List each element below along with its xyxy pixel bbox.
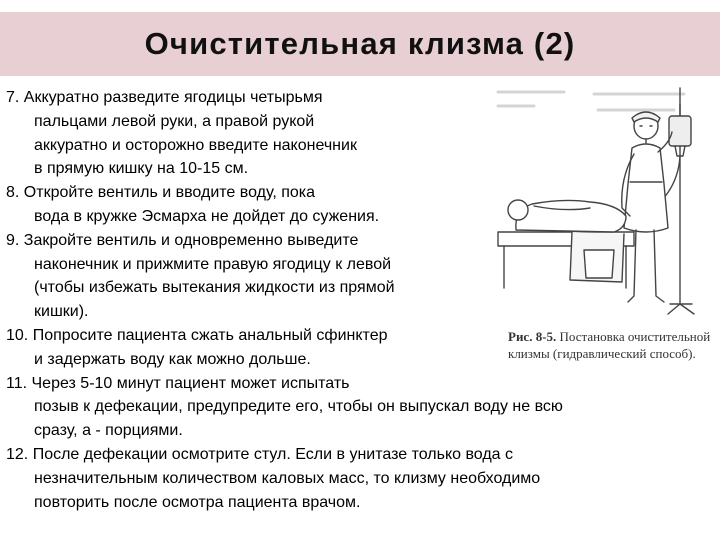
step-line: 9. Закройте вентиль и одновременно выведите xyxy=(6,231,359,249)
title-banner xyxy=(0,12,720,76)
figure-caption xyxy=(508,328,720,362)
step-line: сразу, а - порциями. xyxy=(34,422,183,440)
step-line: 7. Аккуратно разведите ягодицы четырьмя xyxy=(6,89,323,106)
step-line: наконечник и прижмите правую ягодицу к левой xyxy=(34,255,392,273)
figure-caption-text: Постановка очистительной клизмы (гидравлический способ). xyxy=(508,329,711,361)
nurse-patient-illustration xyxy=(494,82,720,322)
step-line: в прямую кишку на 10-15 см. xyxy=(34,160,249,178)
step-line: (чтобы избежать вытекания жидкости из прямой xyxy=(34,279,395,297)
step-line: незначительным количеством каловых масс, то клизму необходимо xyxy=(34,469,541,487)
step-line: повторить после осмотра пациента врачом. xyxy=(34,493,361,511)
page-title: Очистительная клизма (2) xyxy=(144,26,576,61)
step-line: 11. Через 5-10 минут пациент может испытать xyxy=(6,374,350,392)
step-line: 8. Откройте вентиль и вводите воду, пока xyxy=(6,184,316,202)
step-line: пальцами левой руки, а правой рукой xyxy=(34,112,315,130)
step-line: 10. Попросите пациента сжать анальный сфинктер xyxy=(6,326,388,344)
figure-caption-label: Рис. 8-5. xyxy=(508,329,557,344)
step-line: 12. После дефекации осмотрите стул. Если в унитазе только вода с xyxy=(6,445,514,463)
step-line: позыв к дефекации, предупредите его, чтобы он выпускал воду не всю xyxy=(34,398,563,416)
step-line: аккуратно и осторожно введите наконечник xyxy=(34,136,357,154)
step-line: и задержать воду как можно дольше. xyxy=(34,350,311,368)
enema-illustration-figure xyxy=(494,82,720,392)
step-line: кишки). xyxy=(34,303,89,321)
step-12 xyxy=(6,443,706,514)
step-line: вода в кружке Эсмарха не дойдет до сужения. xyxy=(34,207,380,225)
